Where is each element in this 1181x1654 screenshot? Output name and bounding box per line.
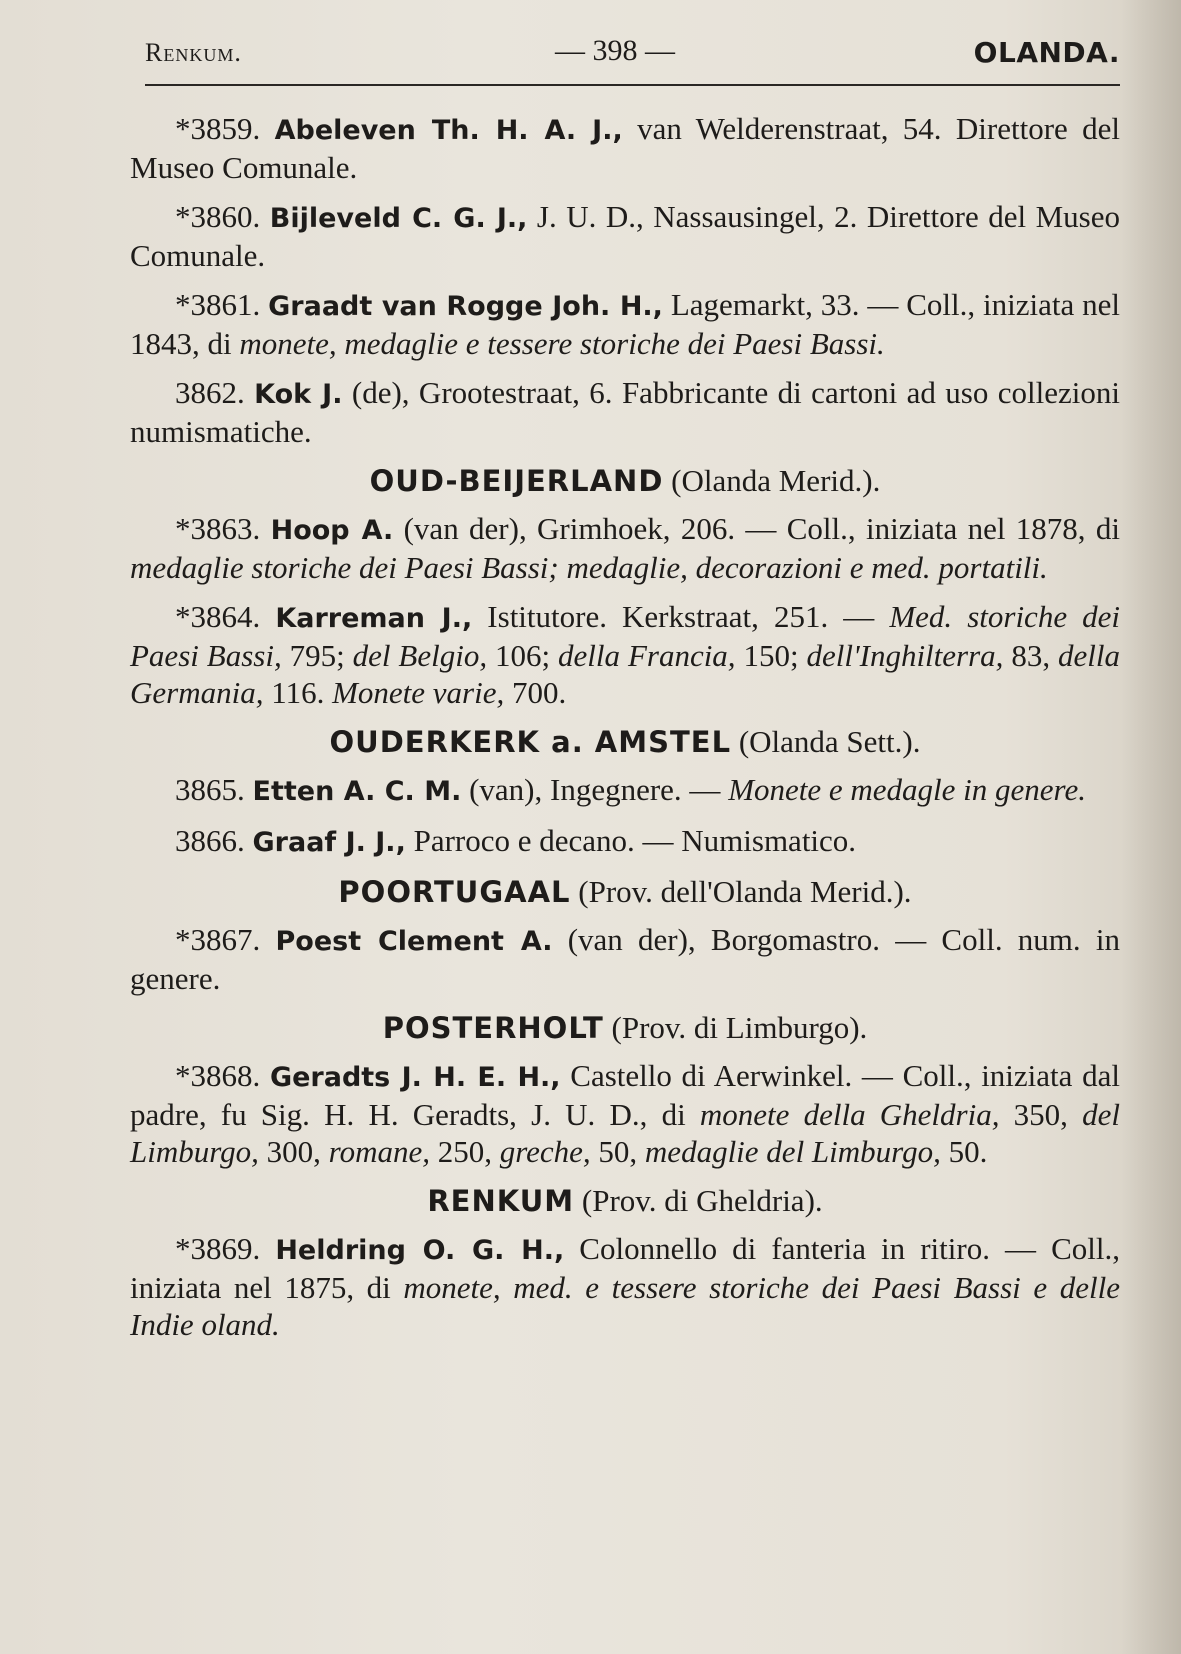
entry-3866: 3866. Graaf J. J., Parroco e decano. — Numismatico. [175,823,857,858]
entry-3861: *3861. Graadt van Rogge Joh. H., Lagemarkt, 33. — Coll., iniziata nel 1843, di monete, medaglie e tessere storiche dei Paesi Bassi. [130,287,1120,361]
header-rule [145,84,1120,86]
section-heading-posterholt: POSTERHOLT (Prov. di Limburgo). [382,1010,868,1045]
page-number: — 398 — [555,34,675,67]
section-heading-renkum: RENKUM (Prov. di Gheldria). [427,1183,823,1218]
entry-3869: *3869. Heldring O. G. H., Colonnello di fanteria in ritiro. — Coll., iniziata nel 1875, di monete, med. e tessere storiche dei Paesi Bassi e delle Indie oland. [130,1231,1120,1342]
section-heading-ouderkerk: OUDERKERK a. AMSTEL (Olanda Sett.). [329,724,921,759]
entry-3863: *3863. Hoop A. (van der), Grimhoek, 206. — Coll., iniziata nel 1878, di medaglie storiche dei Paesi Bassi; medaglie, decorazioni e med. portatili. [130,511,1120,585]
header-right: OLANDA. [973,36,1120,69]
entry-3864: *3864. Karreman J., Istitutore. Kerkstraat, 251. — Med. storiche dei Paesi Bassi, 795; del Belgio, 106; della Francia, 150; dell'Inghilterra, 83, della Germania, 116. Monete varie, 700. [130,599,1121,710]
header-left: Renkum. [145,38,242,67]
entry-3868: *3868. Geradts J. H. E. H., Castello di Aerwinkel. — Coll., iniziata dal padre, fu Sig. H. H. Geradts, J. U. D., di monete della Gheldria, 350, del Limburgo, 300, romane, 250, greche, 50, medaglie del Limburgo, 50. [130,1058,1121,1169]
entry-3859: *3859. Abeleven Th. H. A. J., van Welderenstraat, 54. Direttore del Museo Comunale. [130,111,1120,185]
page-body [130,110,1120,1355]
section-heading-oud-beijerland: OUD-BEIJERLAND (Olanda Merid.). [369,463,881,498]
page-edge-shadow [1121,0,1181,1654]
entry-3867: *3867. Poest Clement A. (van der), Borgomastro. — Coll. num. in genere. [130,922,1120,996]
section-heading-poortugaal: POORTUGAAL (Prov. dell'Olanda Merid.). [338,874,912,909]
entry-3862: 3862. Kok J. (de), Grootestraat, 6. Fabbricante di cartoni ad uso collezioni numismatiche. [130,375,1121,449]
running-header [145,30,1120,78]
entry-3865: 3865. Etten A. C. M. (van), Ingegnere. — Monete e medagle in genere. [175,772,1086,807]
entry-3860: *3860. Bijleveld C. G. J., J. U. D., Nassausingel, 2. Direttore del Museo Comunale. [130,199,1121,273]
